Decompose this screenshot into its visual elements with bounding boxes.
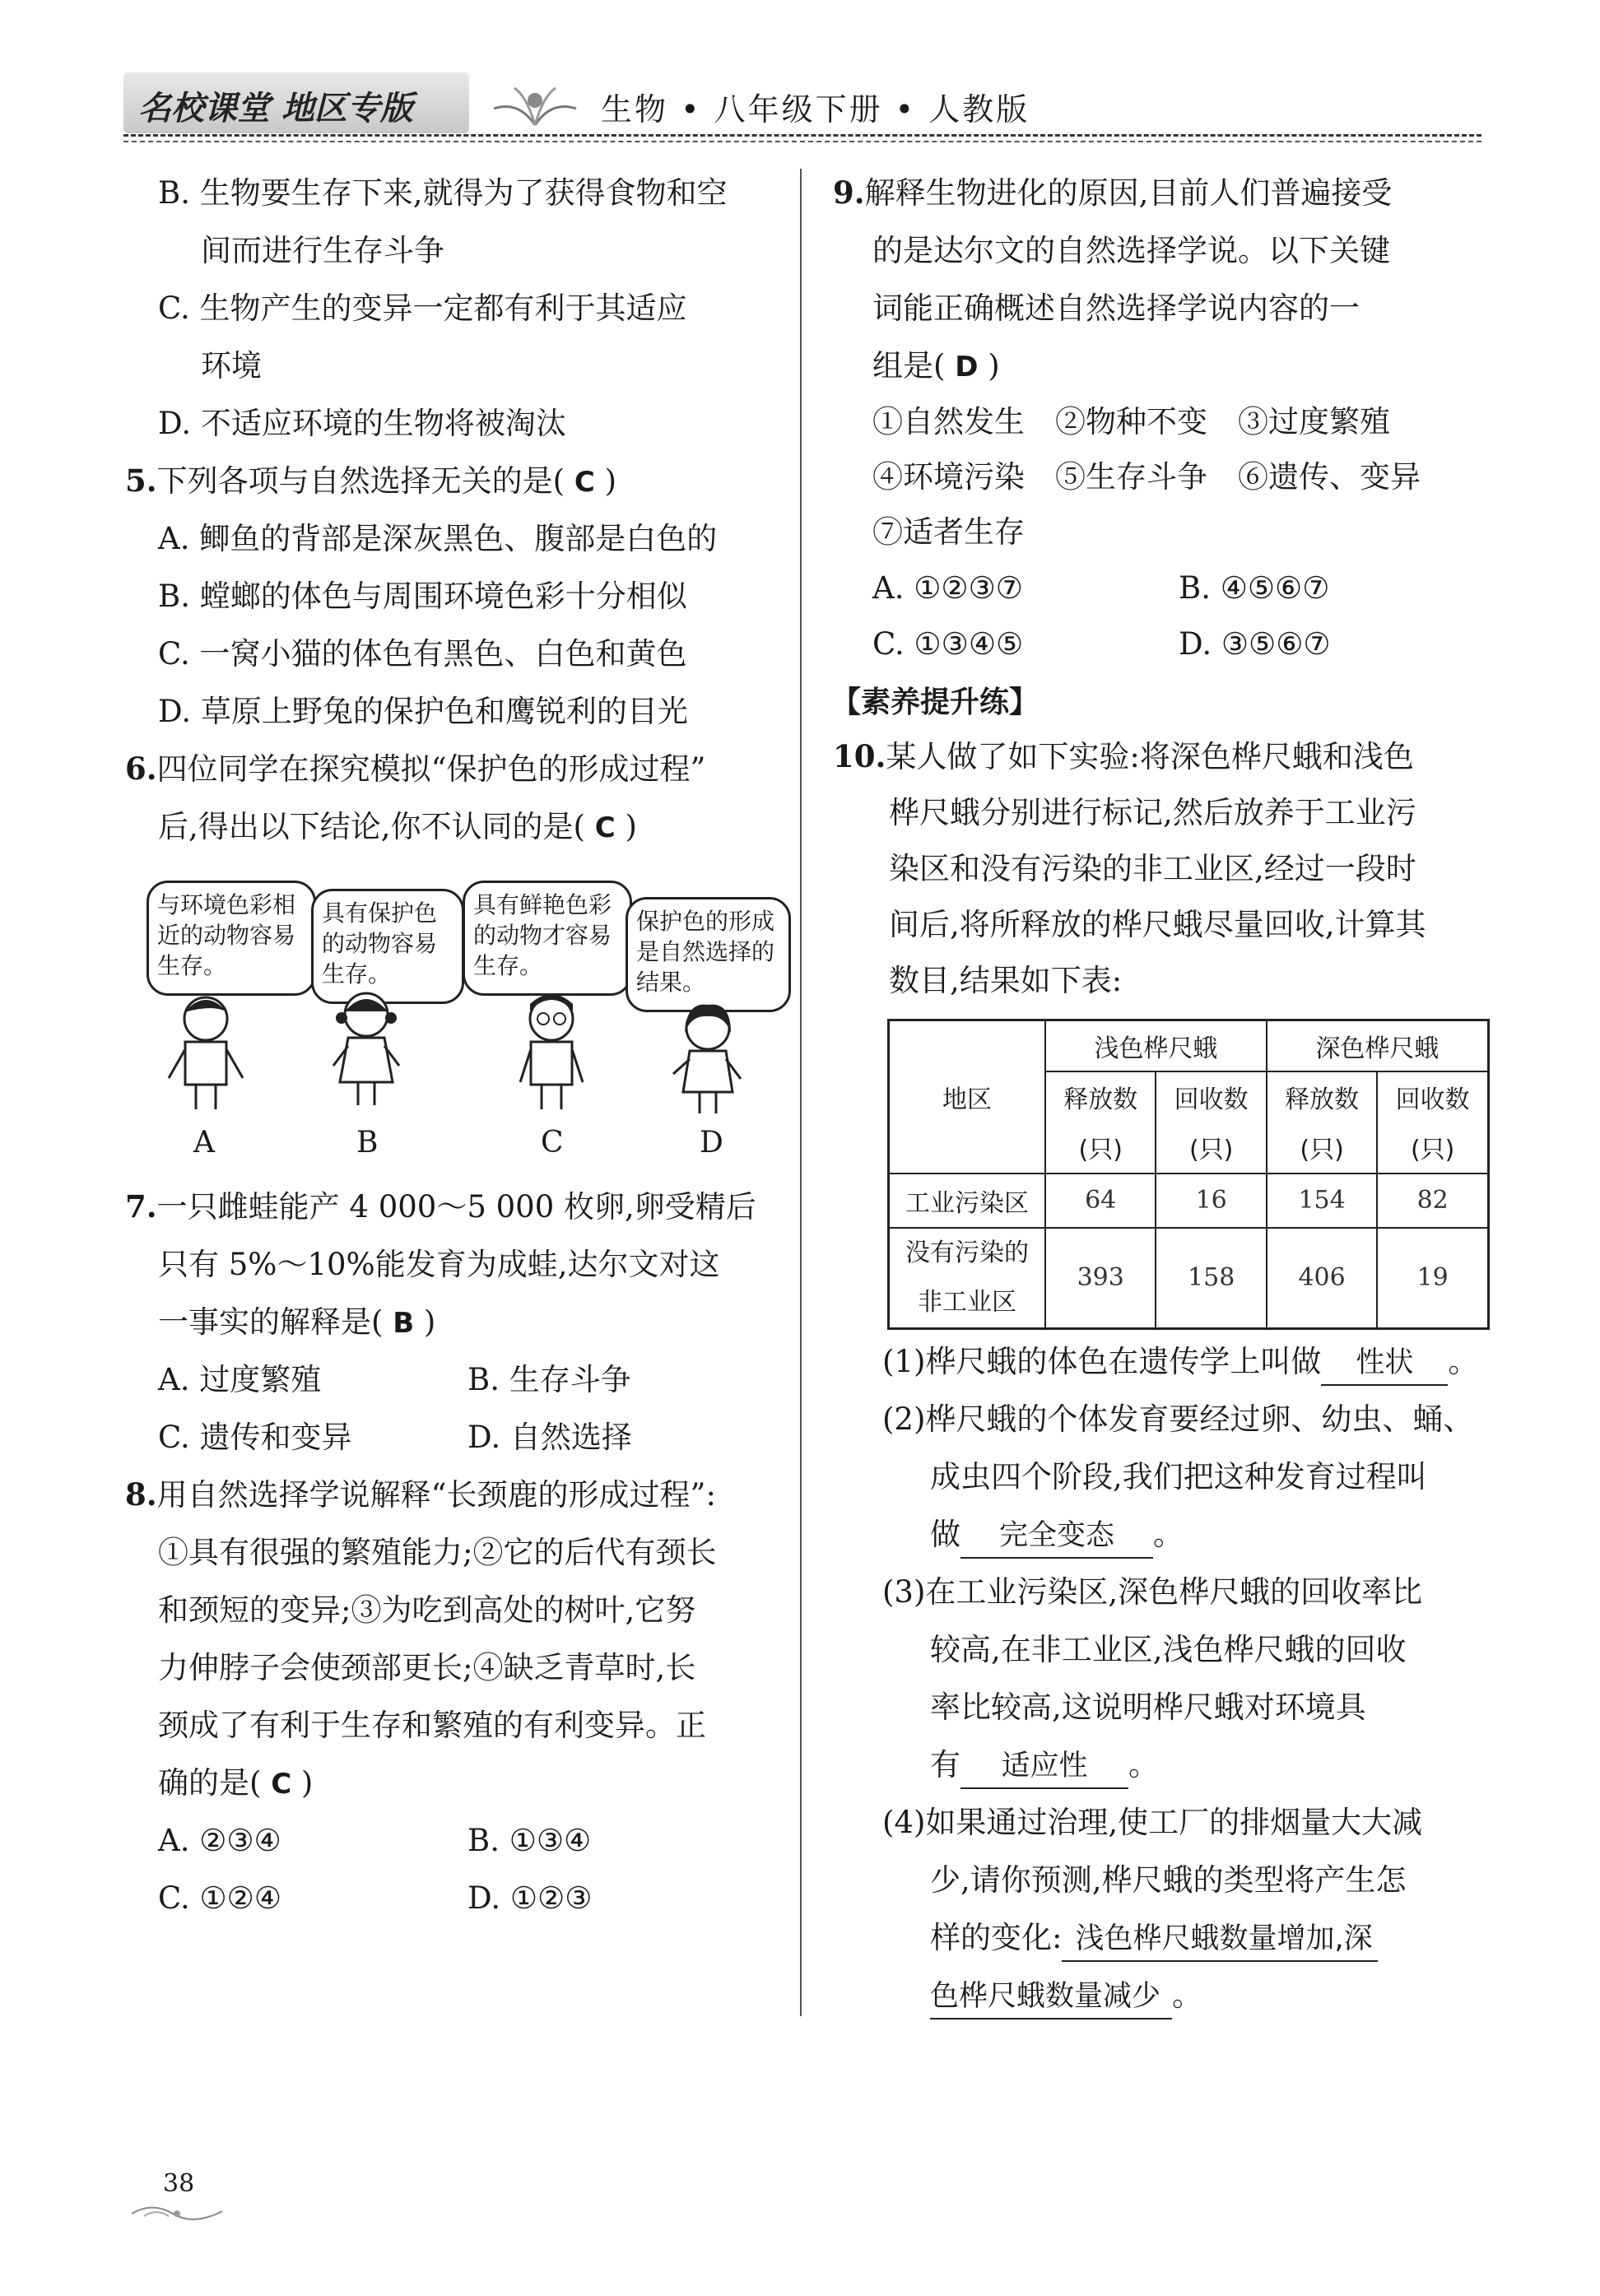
table-header-region: 地区 bbox=[889, 1020, 1046, 1174]
page-number: 38 bbox=[163, 2169, 195, 2198]
q10-part-4-fill-2 bbox=[930, 1967, 1202, 2024]
q8-stem-5: 颈成了有利于生存和繁殖的有利变异。正 bbox=[158, 1708, 706, 1743]
header bbox=[123, 72, 1481, 138]
q10-part-3-end: 。 bbox=[1128, 1747, 1159, 1782]
q7-text: 一只雌蛙能产 4 000～5 000 枚卵,卵受精后 bbox=[156, 1189, 756, 1225]
q10-part-4-fill bbox=[930, 1909, 1378, 1966]
q4-option-d: D. 不适应环境的生物将被淘汰 bbox=[158, 406, 566, 441]
q10-part-1-text: (1)桦尺蛾的体色在遗传学上叫做 bbox=[882, 1344, 1322, 1379]
q10-stem-4: 间后,将所释放的桦尺蛾尽量回收,计算其 bbox=[889, 907, 1426, 942]
speech-bubble-a: 与环境色彩相近的动物容易生存。 bbox=[147, 881, 316, 996]
q6-stem-cont bbox=[158, 798, 637, 857]
table-row bbox=[889, 1174, 1489, 1228]
q8-stem bbox=[125, 1466, 716, 1523]
speech-bubble-b: 具有保护色的动物容易生存。 bbox=[311, 889, 464, 1004]
q7-stem bbox=[125, 1178, 756, 1235]
q5-option-d: D. 草原上野兔的保护色和鹰锐利的目光 bbox=[158, 694, 688, 729]
q10-part-4-answer-1: 浅色桦尺蛾数量增加,深 bbox=[1062, 1917, 1377, 1962]
q4-option-c: C. 生物产生的变异一定都有利于其适应 bbox=[158, 290, 687, 326]
table-header-dark: 深色桦尺蛾 bbox=[1267, 1020, 1489, 1071]
q5-option-a: A. 鲫鱼的背部是深灰黑色、腹部是白色的 bbox=[158, 521, 718, 556]
q5-option-b: B. 螳螂的体色与周围环境色彩十分相似 bbox=[158, 579, 687, 614]
q10-part-3: (3)在工业污染区,深色桦尺蛾的回收率比 bbox=[882, 1574, 1423, 1610]
q10-part-3-text: 有 bbox=[930, 1747, 960, 1782]
q5-answer: C bbox=[574, 466, 595, 499]
table-cell: 406 bbox=[1267, 1228, 1377, 1329]
q10-part-2-answer: 完全变态 bbox=[960, 1514, 1153, 1559]
q7-stem-3 bbox=[158, 1294, 435, 1352]
column-divider bbox=[800, 169, 802, 2016]
q10-stem bbox=[833, 728, 1414, 785]
table-header-release: 释放数 bbox=[1267, 1071, 1377, 1122]
q8-option-c: C. ①②④ bbox=[158, 1880, 282, 1916]
q9-option-c: C. ①③④⑤ bbox=[872, 626, 1024, 662]
q7-stem-2: 只有 5%～10%能发育为成蛙,达尔文对这 bbox=[158, 1247, 720, 1282]
q10-part-1-answer: 性状 bbox=[1321, 1341, 1448, 1386]
header-title: 名校课堂 地区专版 bbox=[138, 90, 413, 128]
header-subtitle: 生物 • 八年级下册 • 人教版 bbox=[601, 91, 1030, 128]
q6-text: 四位同学在探究模拟“保护色的形成过程” bbox=[156, 751, 706, 787]
q8-number: 8. bbox=[125, 1476, 157, 1513]
q9-stem bbox=[833, 165, 1392, 221]
q8-stem-6 bbox=[158, 1755, 313, 1813]
experiment-table bbox=[887, 1019, 1490, 1330]
q9-option-b: B. ④⑤⑥⑦ bbox=[1179, 570, 1330, 606]
section-heading: 【素养提升练】 bbox=[831, 686, 1040, 719]
q10-part-2-cont: 成虫四个阶段,我们把这种发育过程叫 bbox=[930, 1459, 1427, 1494]
q9-close: ) bbox=[988, 348, 1000, 383]
table-unit: (只) bbox=[1267, 1122, 1377, 1174]
table-row-label-line-1: 没有污染的 bbox=[905, 1238, 1029, 1267]
q9-text: 解释生物进化的原因,目前人们普遍接受 bbox=[864, 175, 1393, 211]
q10-part-2-text: 做 bbox=[930, 1517, 960, 1552]
q5-close: ) bbox=[604, 463, 616, 499]
table-cell: 19 bbox=[1377, 1228, 1488, 1329]
q9-number: 9. bbox=[833, 174, 865, 211]
q6-stem bbox=[125, 741, 705, 797]
q9-stem-2: 的是达尔文的自然选择学说。以下关键 bbox=[872, 233, 1390, 268]
q10-part-4-cont: 少,请你预测,桦尺蛾的类型将产生怎 bbox=[930, 1862, 1407, 1898]
q9-answer: D bbox=[955, 351, 979, 383]
q9-stem-3: 词能正确概述自然选择学说内容的一 bbox=[872, 290, 1360, 326]
q7-option-b: B. 生存斗争 bbox=[467, 1362, 631, 1397]
student-a-figure bbox=[156, 988, 255, 1111]
q8-option-d: D. ①②③ bbox=[467, 1880, 593, 1916]
q10-number: 10. bbox=[833, 738, 886, 774]
q9-keywords-3: ⑦适者生存 bbox=[872, 514, 1025, 550]
q5-text: 下列各项与自然选择无关的是( bbox=[156, 463, 565, 499]
q10-part-3-cont-2: 率比较高,这说明桦尺蛾对环境具 bbox=[930, 1689, 1366, 1725]
q8-option-b: B. ①③④ bbox=[467, 1823, 592, 1858]
q9-keywords-1: ①自然发生 ②物种不变 ③过度繁殖 bbox=[872, 404, 1390, 439]
figure-label-c: C bbox=[541, 1126, 564, 1160]
q9-option-a: A. ①②③⑦ bbox=[872, 570, 1023, 606]
student-d-figure bbox=[658, 1000, 757, 1115]
footer-ornament-icon bbox=[128, 2201, 226, 2226]
q10-part-3-answer: 适应性 bbox=[960, 1745, 1128, 1789]
q8-answer: C bbox=[271, 1768, 292, 1801]
figure-label-a: A bbox=[193, 1126, 215, 1160]
q5-option-c: C. 一窝小猫的体色有黑色、白色和黄色 bbox=[158, 636, 687, 672]
q6-number: 6. bbox=[125, 751, 157, 787]
q9-stem-4 bbox=[872, 337, 1000, 396]
q10-part-2-end: 。 bbox=[1153, 1517, 1184, 1552]
q10-part-4-end: 。 bbox=[1172, 1978, 1203, 2013]
student-c-figure bbox=[502, 988, 601, 1111]
q7-option-d: D. 自然选择 bbox=[467, 1420, 632, 1455]
q4-option-c-cont: 环境 bbox=[201, 348, 262, 383]
table-unit: (只) bbox=[1156, 1122, 1266, 1174]
q7-answer: B bbox=[393, 1307, 415, 1340]
q9-text-4: 组是( bbox=[872, 348, 946, 383]
q10-stem-2: 桦尺蛾分别进行标记,然后放养于工业污 bbox=[889, 795, 1416, 830]
q8-option-a: A. ②③④ bbox=[158, 1823, 281, 1858]
table-cell: 393 bbox=[1045, 1228, 1156, 1329]
figure-label-b: B bbox=[356, 1126, 379, 1160]
q8-text-6: 确的是( bbox=[158, 1765, 262, 1801]
q10-part-4: (4)如果通过治理,使工厂的排烟量大大减 bbox=[882, 1805, 1423, 1840]
header-divider bbox=[123, 134, 1481, 137]
table-cell: 16 bbox=[1156, 1174, 1266, 1228]
table-row bbox=[889, 1228, 1489, 1329]
table-header-recover: 回收数 bbox=[1156, 1071, 1266, 1122]
q8-stem-4: 力伸脖子会使颈部更长;④缺乏青草时,长 bbox=[158, 1650, 696, 1685]
q6-text-2: 后,得出以下结论,你不认同的是( bbox=[158, 809, 585, 844]
table-row-label-line-2: 非工业区 bbox=[918, 1287, 1016, 1317]
q7-option-a: A. 过度繁殖 bbox=[158, 1362, 322, 1397]
q4-option-b: B. 生物要生存下来,就得为了获得食物和空 bbox=[158, 175, 728, 211]
q9-keywords-2: ④环境污染 ⑤生存斗争 ⑥遗传、变异 bbox=[872, 459, 1421, 495]
header-divider-2 bbox=[123, 141, 1481, 142]
table-unit: (只) bbox=[1377, 1122, 1488, 1174]
q10-part-1-end: 。 bbox=[1448, 1344, 1479, 1379]
q8-close: ) bbox=[300, 1765, 314, 1801]
q5-number: 5. bbox=[125, 462, 157, 499]
q6-close: ) bbox=[625, 809, 637, 844]
table-unit: (只) bbox=[1045, 1122, 1156, 1174]
q8-stem-3: 和颈短的变异;③为吃到高处的树叶,它努 bbox=[158, 1592, 696, 1628]
q10-text: 某人做了如下实验:将深色桦尺蛾和浅色 bbox=[886, 739, 1414, 774]
q7-close: ) bbox=[423, 1304, 436, 1340]
q7-option-c: C. 遗传和变异 bbox=[158, 1420, 352, 1455]
q10-part-3-cont: 较高,在非工业区,浅色桦尺蛾的回收 bbox=[930, 1632, 1407, 1667]
q10-stem-3: 染区和没有污染的非工业区,经过一段时 bbox=[889, 851, 1416, 886]
table-cell: 64 bbox=[1045, 1174, 1156, 1228]
table-header-release: 释放数 bbox=[1045, 1071, 1156, 1122]
table-header-recover: 回收数 bbox=[1377, 1071, 1488, 1122]
q10-part-2-fill bbox=[930, 1506, 1184, 1563]
figure-label-d: D bbox=[700, 1126, 723, 1160]
q10-part-4-text: 样的变化: bbox=[930, 1920, 1063, 1955]
q10-stem-5: 数目,结果如下表: bbox=[889, 963, 1123, 998]
q10-part-2: (2)桦尺蛾的个体发育要经过卵、幼虫、蛹、 bbox=[882, 1401, 1474, 1437]
table-cell: 82 bbox=[1377, 1174, 1488, 1228]
q8-text: 用自然选择学说解释“长颈鹿的形成过程”: bbox=[156, 1477, 716, 1513]
q6-answer: C bbox=[594, 811, 616, 844]
q5-stem bbox=[125, 453, 616, 511]
student-b-figure bbox=[317, 983, 416, 1107]
table-row-label: 工业污染区 bbox=[889, 1174, 1046, 1228]
table-cell: 158 bbox=[1156, 1228, 1266, 1329]
table-row-label bbox=[889, 1228, 1046, 1329]
q9-option-d: D. ③⑤⑥⑦ bbox=[1179, 626, 1331, 662]
q4-option-b-cont: 间而进行生存斗争 bbox=[201, 233, 444, 268]
table-header-light: 浅色桦尺蛾 bbox=[1045, 1020, 1267, 1071]
q7-number: 7. bbox=[125, 1188, 157, 1225]
q10-part-4-answer-2: 色桦尺蛾数量减少 bbox=[930, 1975, 1172, 2019]
speech-bubble-c: 具有鲜艳色彩的动物才容易生存。 bbox=[463, 881, 632, 996]
table-cell: 154 bbox=[1267, 1174, 1377, 1228]
ornament-icon bbox=[486, 76, 584, 133]
speech-bubble-d: 保护色的形成是自然选择的结果。 bbox=[626, 897, 791, 1012]
q10-part-1 bbox=[882, 1333, 1478, 1390]
q10-part-3-fill bbox=[930, 1736, 1159, 1793]
q8-stem-2: ①具有很强的繁殖能力;②它的后代有颈长 bbox=[158, 1535, 717, 1570]
q7-text-3: 一事实的解释是( bbox=[158, 1304, 384, 1340]
